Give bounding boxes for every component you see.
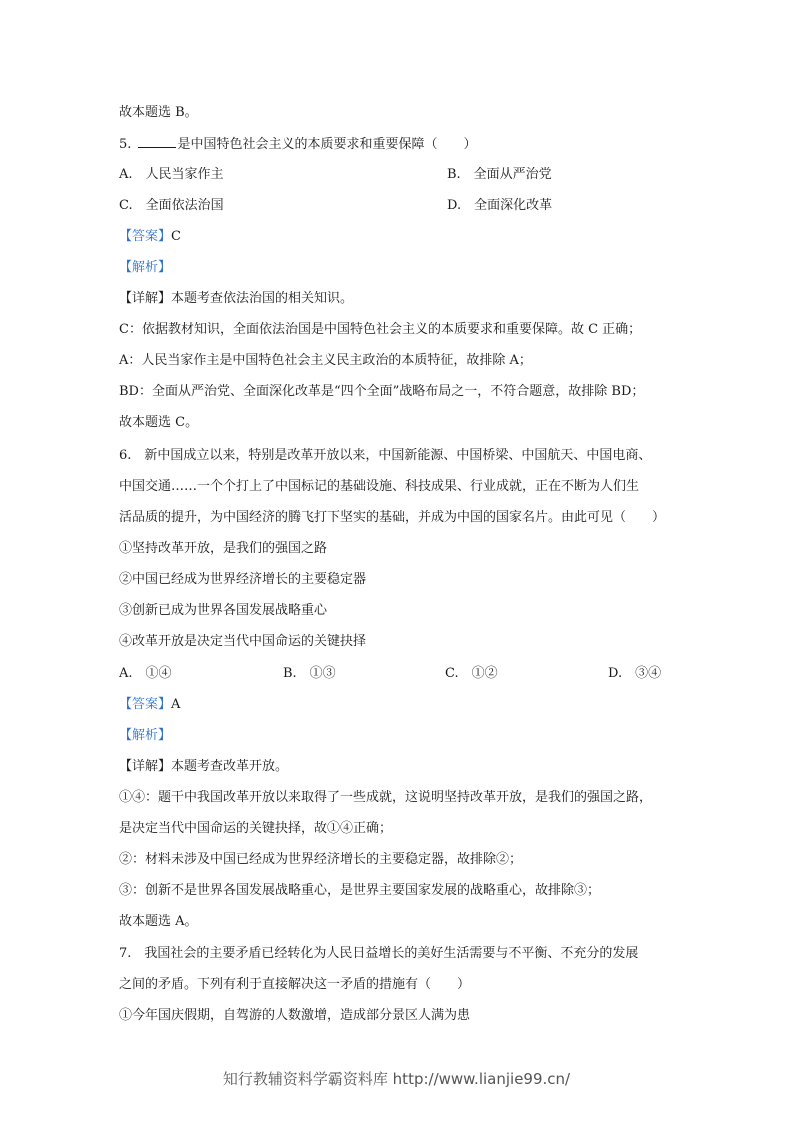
answer-tag: 【答案】 — [119, 697, 172, 712]
conclusion-q4: 故本题选 B。 — [119, 105, 198, 120]
question-6-stem-cont: 中国交通……一个个打上了中国标记的基础设施、科技成果、行业成就，正在不断为人们生 — [119, 479, 640, 494]
statement-4: ④改革开放是决定当代中国命运的关键抉择 — [119, 634, 367, 649]
explanation-line: ①④：题干中我国改革开放以来取得了一些成就，这说明坚持改革开放，是我们的强国之路， — [119, 790, 653, 805]
explanation-line: C：依据教材知识，全面依法治国是中国特色社会主义的本质要求和重要保障。故 C 正确； — [119, 322, 642, 337]
analysis-tag: 【解析】 — [119, 728, 172, 743]
answer-value: C — [171, 229, 181, 244]
explanation-line: BD：全面从严治党、全面深化改革是“四个全面”战略布局之一，不符合题意，故排除 BD； — [119, 384, 645, 399]
explanation-line: 是决定当代中国命运的关键抉择，故①④正确； — [119, 821, 393, 836]
option-c: C. 全面依法治国 — [119, 198, 224, 213]
question-6-stem: 6. 新中国成立以来，特别是改革开放以来，中国新能源、中国桥梁、中国航天、中国电商、 — [119, 448, 652, 463]
option-a: A. ①④ — [119, 666, 172, 681]
question-text: 是中国特色社会主义的本质要求和重要保障（ ） — [177, 137, 477, 152]
analysis-tag: 【解析】 — [119, 260, 172, 275]
answer-tag: 【答案】 — [119, 229, 172, 244]
answer-line — [119, 696, 679, 714]
option-b: B. ①③ — [283, 666, 336, 681]
question-6-stem-cont: 活品质的提升，为中国经济的腾飞打下坚实的基础，并成为中国的国家名片。由此可见（ ） — [119, 510, 666, 525]
footer-watermark: 知行教辅资料学霸资料库 http://www.lianjie99.cn/ — [222, 1070, 571, 1088]
statement-1: ①今年国庆假期，自驾游的人数激增，造成部分景区人满为患 — [119, 1008, 471, 1023]
conclusion-q5: 故本题选 C。 — [119, 415, 199, 430]
option-d: D. 全面深化改革 — [447, 198, 553, 213]
option-c: C. ①② — [445, 666, 498, 681]
detail-line: 【详解】本题考查依法治国的相关知识。 — [119, 291, 354, 306]
option-d: D. ③④ — [608, 666, 662, 681]
question-5-stem — [119, 135, 679, 154]
answer-value: A — [171, 697, 181, 712]
explanation-line: ③：创新不是世界各国发展战略重心，是世界主要国家发展的战略重心，故排除③； — [119, 883, 601, 898]
question-7-stem-cont: 之间的矛盾。下列有利于直接解决这一矛盾的措施有（ ） — [119, 977, 471, 992]
option-a: A. 人民当家作主 — [119, 167, 224, 182]
statement-1: ①坚持改革开放，是我们的强国之路 — [119, 541, 328, 556]
fill-blank — [138, 135, 176, 148]
explanation-line: A：人民当家作主是中国特色社会主义民主政治的本质特征，故排除 A； — [119, 353, 532, 368]
question-7-stem: 7. 我国社会的主要矛盾已经转化为人民日益增长的美好生活需要与不平衡、不充分的发展 — [119, 946, 639, 961]
question-number: 5. — [119, 137, 132, 152]
explanation-line: ②：材料未涉及中国已经成为世界经济增长的主要稳定器，故排除②； — [119, 852, 523, 867]
option-b: B. 全面从严治党 — [447, 167, 552, 182]
detail-line: 【详解】本题考查改革开放。 — [119, 759, 289, 774]
conclusion-q6: 故本题选 A。 — [119, 914, 198, 929]
statement-2: ②中国已经成为世界经济增长的主要稳定器 — [119, 572, 367, 587]
statement-3: ③创新已成为世界各国发展战略重心 — [119, 603, 328, 618]
answer-line — [119, 228, 679, 246]
